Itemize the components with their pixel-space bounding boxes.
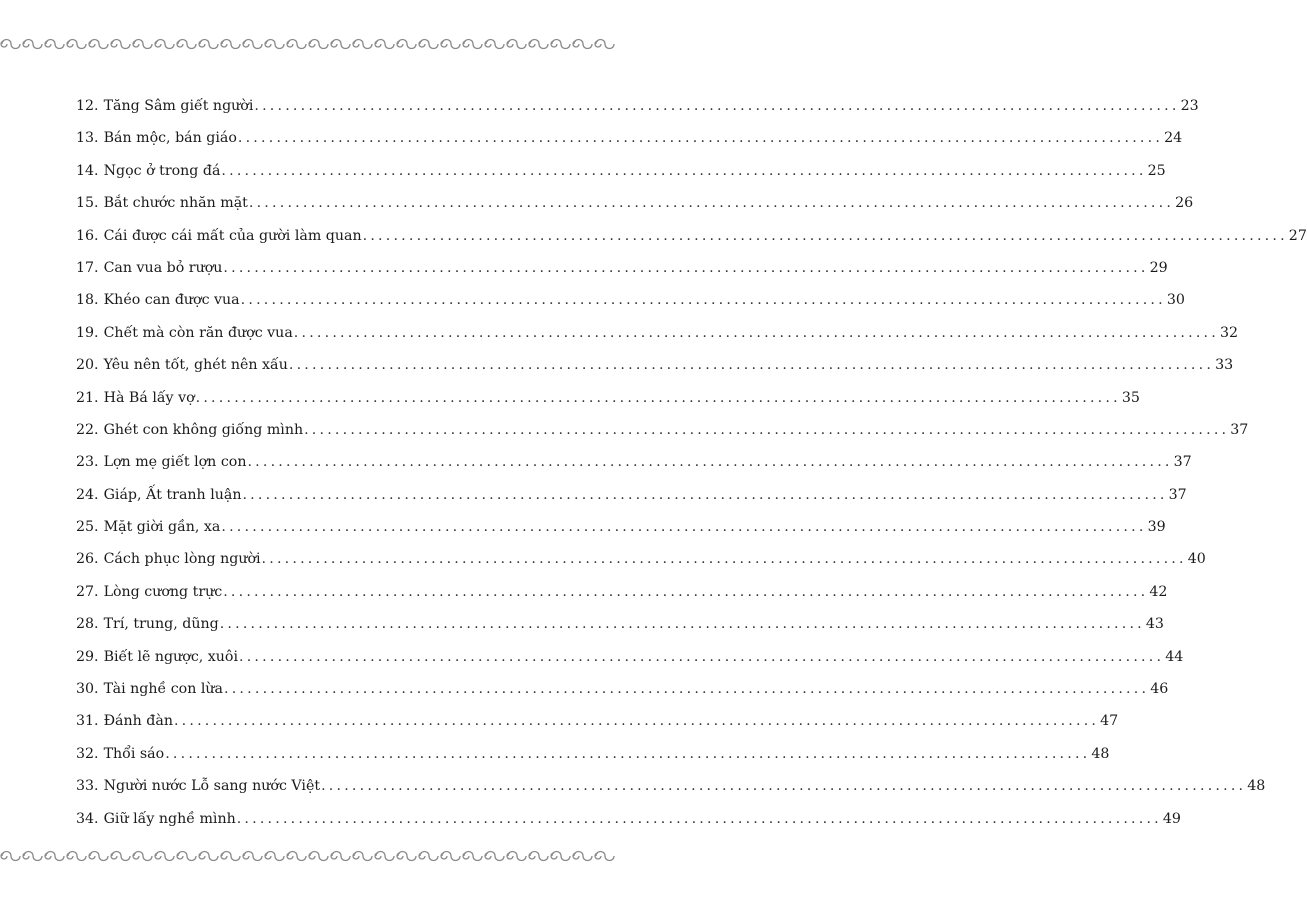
scroll-ornament-icon: [0, 36, 612, 52]
entry-title: Hà Bá lấy vợ: [103, 389, 195, 406]
toc-entry[interactable]: [76, 452, 1192, 484]
toc-entry[interactable]: [76, 679, 1169, 711]
dot-leader: ........................................................................................................................: [221, 162, 1147, 179]
entry-number: 15.: [76, 195, 99, 212]
entry-title: Giáp, Ất tranh luận: [103, 486, 242, 503]
toc-entry[interactable]: [76, 96, 1199, 128]
dot-leader: ........................................................................................................................: [242, 486, 1168, 503]
entry-page-number: 39: [1147, 519, 1166, 536]
entry-page-number: 25: [1147, 162, 1166, 179]
entry-title: Yêu nên tốt, ghét nên xấu: [103, 357, 288, 374]
top-ornamental-border: [0, 36, 612, 52]
dot-leader: ........................................................................................................................: [236, 810, 1162, 827]
toc-entry[interactable]: [76, 161, 1166, 193]
toc-entry[interactable]: [76, 485, 1187, 517]
entry-page-number: 44: [1165, 648, 1184, 665]
entry-title: Cách phục lòng người: [103, 551, 261, 568]
entry-page-number: 27: [1288, 227, 1307, 244]
toc-entry[interactable]: [76, 517, 1166, 549]
toc-entry[interactable]: [76, 420, 1249, 452]
entry-number: 21.: [76, 389, 99, 406]
entry-page-number: 33: [1215, 357, 1234, 374]
entry-title: Khéo can được vua: [103, 292, 240, 309]
dot-leader: ........................................................................................................................: [247, 454, 1173, 471]
toc-entry[interactable]: [76, 258, 1168, 290]
entry-page-number: 32: [1219, 324, 1239, 341]
entry-number: 22.: [76, 421, 99, 438]
entry-number: 20.: [76, 357, 99, 374]
entry-page-number: 49: [1162, 810, 1181, 827]
dot-leader: ........................................................................................................................: [237, 130, 1164, 147]
entry-page-number: 48: [1091, 745, 1110, 762]
entry-page-number: 46: [1150, 681, 1169, 698]
entry-number: 17.: [76, 259, 99, 276]
entry-title: Ghét con không giống mình: [103, 421, 304, 438]
dot-leader: ........................................................................................................................: [321, 778, 1247, 795]
entry-title: Mặt giời gần, xa: [103, 519, 221, 536]
toc-entry[interactable]: [76, 290, 1185, 322]
toc-entry[interactable]: [76, 226, 1307, 258]
dot-leader: ........................................................................................................................: [219, 616, 1145, 633]
entry-title: Chết mà còn răn được vua: [103, 324, 293, 341]
toc-entry[interactable]: [76, 193, 1194, 225]
dot-leader: ........................................................................................................................: [248, 195, 1175, 212]
entry-page-number: 29: [1149, 259, 1168, 276]
dot-leader: ........................................................................................................................: [261, 551, 1187, 568]
entry-number: 25.: [76, 519, 99, 536]
entry-number: 31.: [76, 713, 99, 730]
toc-entry[interactable]: [76, 582, 1168, 614]
dot-leader: ........................................................................................................................: [362, 227, 1288, 244]
toc-entry[interactable]: [76, 647, 1184, 679]
entry-number: 12.: [76, 98, 99, 114]
entry-title: Tăng Sâm giết người: [103, 98, 254, 114]
entry-number: 16.: [76, 227, 99, 244]
toc-entry[interactable]: [76, 128, 1183, 160]
entry-title: Tài nghề con lừa: [103, 681, 224, 698]
dot-leader: ........................................................................................................................: [304, 421, 1230, 438]
toc-entry[interactable]: [76, 549, 1206, 581]
entry-number: 14.: [76, 162, 99, 179]
entry-title: Biết lẽ ngược, xuôi: [103, 648, 239, 665]
entry-title: Thổi sáo: [103, 745, 165, 762]
entry-page-number: 48: [1247, 778, 1266, 795]
entry-title: Đánh đàn: [103, 713, 173, 730]
toc-entry[interactable]: [76, 323, 1239, 355]
entry-number: 29.: [76, 648, 99, 665]
dot-leader: ........................................................................................................................: [165, 745, 1091, 762]
entry-title: Lợn mẹ giết lợn con: [103, 454, 247, 471]
entry-number: 27.: [76, 583, 99, 600]
toc-entry[interactable]: [76, 809, 1181, 841]
toc-entry[interactable]: [76, 355, 1234, 387]
entry-number: 13.: [76, 130, 99, 147]
entry-number: 19.: [76, 324, 99, 341]
entry-title: Bán mộc, bán giáo: [103, 130, 237, 147]
entry-page-number: 42: [1149, 583, 1168, 600]
entry-page-number: 43: [1145, 616, 1164, 633]
entry-number: 26.: [76, 551, 99, 568]
entry-title: Bắt chước nhăn mặt: [103, 195, 248, 212]
entry-page-number: 37: [1230, 421, 1249, 438]
toc-entry[interactable]: [76, 388, 1140, 420]
dot-leader: ........................................................................................................................: [221, 519, 1147, 536]
scroll-ornament-icon: [0, 848, 612, 864]
entry-title: Trí, trung, dũng: [103, 616, 219, 633]
entry-page-number: 24: [1164, 130, 1183, 147]
entry-number: 23.: [76, 454, 99, 471]
dot-leader: ........................................................................................................................: [173, 713, 1100, 730]
dot-leader: ........................................................................................................................: [224, 681, 1150, 698]
dot-leader: ........................................................................................................................: [293, 324, 1219, 341]
dot-leader: ........................................................................................................................: [223, 259, 1149, 276]
table-of-contents: [76, 96, 1307, 841]
entry-page-number: 37: [1168, 486, 1187, 503]
entry-page-number: 35: [1121, 389, 1140, 406]
dot-leader: ........................................................................................................................: [223, 583, 1149, 600]
entry-number: 18.: [76, 292, 99, 309]
entry-page-number: 40: [1187, 551, 1206, 568]
entry-title: Can vua bỏ rượu: [103, 259, 223, 276]
toc-entry[interactable]: [76, 711, 1119, 743]
dot-leader: ........................................................................................................................: [288, 357, 1215, 374]
entry-title: Giữ lấy nghề mình: [103, 810, 236, 827]
entry-number: 30.: [76, 681, 99, 698]
dot-leader: ........................................................................................................................: [254, 98, 1180, 114]
entry-title: Cái được cái mất của gười làm quan: [103, 227, 362, 244]
dot-leader: ........................................................................................................................: [239, 648, 1165, 665]
entry-page-number: 23: [1180, 98, 1199, 114]
bottom-ornamental-border: [0, 848, 612, 864]
entry-title: Người nước Lỗ sang nước Việt: [103, 778, 321, 795]
entry-page-number: 30: [1166, 292, 1185, 309]
entry-number: 28.: [76, 616, 99, 633]
entry-page-number: 26: [1175, 195, 1194, 212]
toc-entry[interactable]: [76, 614, 1164, 646]
entry-title: Lòng cương trực: [103, 583, 223, 600]
entry-number: 32.: [76, 745, 99, 762]
entry-title: Ngọc ở trong đá: [103, 162, 221, 179]
entry-page-number: 47: [1100, 713, 1119, 730]
entry-number: 24.: [76, 486, 99, 503]
entry-number: 34.: [76, 810, 99, 827]
dot-leader: ........................................................................................................................: [195, 389, 1121, 406]
toc-entry[interactable]: [76, 776, 1266, 808]
entry-number: 33.: [76, 778, 99, 795]
dot-leader: ........................................................................................................................: [240, 292, 1166, 309]
toc-entry[interactable]: [76, 744, 1110, 776]
entry-page-number: 37: [1173, 454, 1192, 471]
